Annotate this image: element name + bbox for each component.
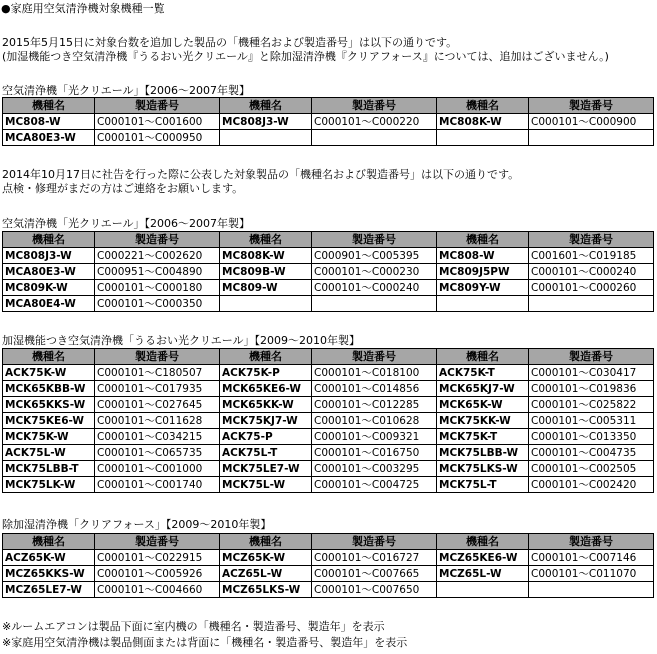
section-2-heading: 空気清浄機「光クリエール」【2006～2007年製】 [2,217,251,230]
table-row [3,248,654,264]
serial-column-header: 製造番号 [529,534,654,550]
serial-cell: C000101～C005926 [95,566,220,582]
serial-cell: C000101～C030417 [529,365,654,381]
serial-cell: C000101～C000950 [95,130,220,146]
table-row [3,264,654,280]
model-column-header: 機種名 [220,349,312,365]
serial-cell: C000221～C002620 [95,248,220,264]
serial-cell: C000101～C000230 [312,264,437,280]
serial-cell [529,296,654,312]
serial-cell: C000101～C016727 [312,550,437,566]
model-cell: MC809B-W [220,264,312,280]
serial-column-header: 製造番号 [529,98,654,114]
serial-cell: C000101～C000240 [312,280,437,296]
serial-cell: C000101～C007665 [312,566,437,582]
serial-cell: C000101～C000240 [529,264,654,280]
table-row [3,461,654,477]
model-column-header: 機種名 [3,534,95,550]
model-cell: MC808K-W [437,114,529,130]
serial-cell: C000101～C001600 [95,114,220,130]
model-cell: ACZ65L-W [220,566,312,582]
model-cell: MCZ65LE7-W [3,582,95,598]
section-4-heading: 除加湿清浄機「クリアフォース」【2009～2010年製】 [2,518,272,531]
model-cell: MCA80E3-W [3,264,95,280]
table-row [3,550,654,566]
model-cell: MC809K-W [3,280,95,296]
model-column-header: 機種名 [437,98,529,114]
serial-cell: C000101～C001740 [95,477,220,493]
model-column-header: 機種名 [220,232,312,248]
serial-cell: C000101～C013350 [529,429,654,445]
serial-cell: C000101～C010628 [312,413,437,429]
serial-column-header: 製造番号 [312,98,437,114]
serial-cell: C000101～C034215 [95,429,220,445]
model-cell: MCZ65LKS-W [220,582,312,598]
model-cell: MCK75K-T [437,429,529,445]
model-cell: MCK65K-W [437,397,529,413]
serial-cell: C000951～C004890 [95,264,220,280]
serial-cell: C000101～C007146 [529,550,654,566]
intro-2-line-1: 2014年10月17日に社告を行った際に公表した対象製品の「機種名および製造番号」は以下の通りです。 [2,168,520,181]
table-header-row [3,232,654,248]
serial-cell: C000101～C004735 [529,445,654,461]
serial-cell [529,130,654,146]
table-row [3,130,654,146]
serial-cell: C000101～C016750 [312,445,437,461]
serial-column-header: 製造番号 [312,349,437,365]
serial-cell: C000101～C025822 [529,397,654,413]
serial-cell: C000101～C004660 [95,582,220,598]
table-row [3,413,654,429]
model-cell [437,130,529,146]
model-cell: MCK65KK-W [220,397,312,413]
serial-cell [529,582,654,598]
model-cell: MCK65KKS-W [3,397,95,413]
model-cell [220,130,312,146]
model-cell: MCK65KJ7-W [437,381,529,397]
serial-cell: C000101～C019836 [529,381,654,397]
table-row [3,582,654,598]
model-cell: MCK75KK-W [437,413,529,429]
model-cell: MC808J3-W [220,114,312,130]
serial-column-header: 製造番号 [95,98,220,114]
page-title: ●家庭用空気清浄機対象機種一覧 [1,2,165,15]
section-3-heading: 加湿機能つき空気清浄機「うるおい光クリエール」【2009～2010年製】 [2,334,361,347]
model-cell: MCK75L-T [437,477,529,493]
model-cell: MCA80E3-W [3,130,95,146]
model-cell: MCK75KE6-W [3,413,95,429]
model-cell: MCZ65K-W [220,550,312,566]
serial-cell: C000101～C001000 [95,461,220,477]
serial-cell: C000101～C002420 [529,477,654,493]
model-cell: ACK75L-W [3,445,95,461]
serial-cell: C000101～C014856 [312,381,437,397]
serial-cell: C000101～C180507 [95,365,220,381]
intro-1-line-1: 2015年5月15日に対象台数を追加した製品の「機種名および製造番号」は以下の通りです。 [2,36,458,49]
serial-column-header: 製造番号 [529,232,654,248]
serial-cell: C000101～C009321 [312,429,437,445]
serial-cell: C001601～C019185 [529,248,654,264]
serial-cell: C000101～C022915 [95,550,220,566]
model-cell: MC809J5PW [437,264,529,280]
model-cell: MC809-W [220,280,312,296]
model-cell: MC808J3-W [3,248,95,264]
model-cell: MCZ65KKS-W [3,566,95,582]
table-row [3,114,654,130]
serial-cell: C000101～C003295 [312,461,437,477]
intro-1-line-2: (加湿機能つき空気清浄機『うるおい光クリエール』と除加湿清浄機『クリアフォース』については、追加はございません。) [2,50,609,63]
note-2: ※家庭用空気清浄機は製品側面または背面に「機種名・製造番号、製造年」を表示 [2,636,408,649]
model-cell: MC809Y-W [437,280,529,296]
model-cell: MCK75LBB-T [3,461,95,477]
serial-column-header: 製造番号 [529,349,654,365]
model-column-header: 機種名 [220,534,312,550]
serial-cell: C000101～C002505 [529,461,654,477]
serial-cell: C000101～C000220 [312,114,437,130]
model-cell: ACK75K-P [220,365,312,381]
model-cell: MCA80E4-W [3,296,95,312]
model-cell: MCK75LKS-W [437,461,529,477]
model-cell: MCK75LBB-W [437,445,529,461]
serial-cell: C000101～C027645 [95,397,220,413]
model-column-header: 機種名 [437,349,529,365]
model-cell [437,296,529,312]
model-cell: MCK65KE6-W [220,381,312,397]
serial-column-header: 製造番号 [95,232,220,248]
model-cell: MCK65KBB-W [3,381,95,397]
section-2-table [2,231,654,312]
model-cell: ACZ65K-W [3,550,95,566]
model-cell: MC808-W [3,114,95,130]
serial-cell: C000101～C005311 [529,413,654,429]
model-cell: ACK75K-T [437,365,529,381]
section-1-heading: 空気清浄機「光クリエール」【2006～2007年製】 [2,84,251,97]
serial-cell: C000101～C000900 [529,114,654,130]
table-row [3,566,654,582]
model-cell: ACK75-P [220,429,312,445]
table-header-row [3,98,654,114]
model-column-header: 機種名 [437,534,529,550]
table-row [3,365,654,381]
serial-cell: C000901～C005395 [312,248,437,264]
section-4-table [2,533,654,598]
model-cell: MC808-W [437,248,529,264]
model-cell: MCK75K-W [3,429,95,445]
note-1: ※ルームエアコンは製品下面に室内機の「機種名・製造番号、製造年」を表示 [2,620,385,633]
model-cell [220,296,312,312]
serial-cell [312,130,437,146]
section-1-table [2,97,654,146]
serial-column-header: 製造番号 [312,534,437,550]
model-cell: MCK75LE7-W [220,461,312,477]
model-cell: MC808K-W [220,248,312,264]
serial-column-header: 製造番号 [95,349,220,365]
table-header-row [3,534,654,550]
table-row [3,429,654,445]
serial-cell: C000101～C000350 [95,296,220,312]
model-column-header: 機種名 [3,98,95,114]
table-row [3,397,654,413]
serial-cell: C000101～C004725 [312,477,437,493]
model-column-header: 機種名 [3,232,95,248]
model-cell: MCZ65L-W [437,566,529,582]
model-column-header: 機種名 [3,349,95,365]
serial-cell: C000101～C011628 [95,413,220,429]
model-cell: MCZ65KE6-W [437,550,529,566]
serial-cell: C000101～C000260 [529,280,654,296]
model-cell: ACK75K-W [3,365,95,381]
serial-column-header: 製造番号 [95,534,220,550]
serial-cell [312,296,437,312]
section-3-table [2,348,654,493]
serial-cell: C000101～C011070 [529,566,654,582]
model-cell: MCK75L-W [220,477,312,493]
table-header-row [3,349,654,365]
table-row [3,280,654,296]
serial-cell: C000101～C000180 [95,280,220,296]
model-column-header: 機種名 [220,98,312,114]
model-cell: MCK75LK-W [3,477,95,493]
table-row [3,445,654,461]
table-row [3,477,654,493]
model-cell: ACK75L-T [220,445,312,461]
intro-2-line-2: 点検・修理がまだの方はご連絡をお願いします。 [2,182,244,195]
model-column-header: 機種名 [437,232,529,248]
serial-cell: C000101～C065735 [95,445,220,461]
serial-cell: C000101～C007650 [312,582,437,598]
table-row [3,381,654,397]
table-row [3,296,654,312]
serial-cell: C000101～C017935 [95,381,220,397]
model-cell: MCK75KJ7-W [220,413,312,429]
serial-cell: C000101～C012285 [312,397,437,413]
serial-cell: C000101～C018100 [312,365,437,381]
model-cell [437,582,529,598]
serial-column-header: 製造番号 [312,232,437,248]
